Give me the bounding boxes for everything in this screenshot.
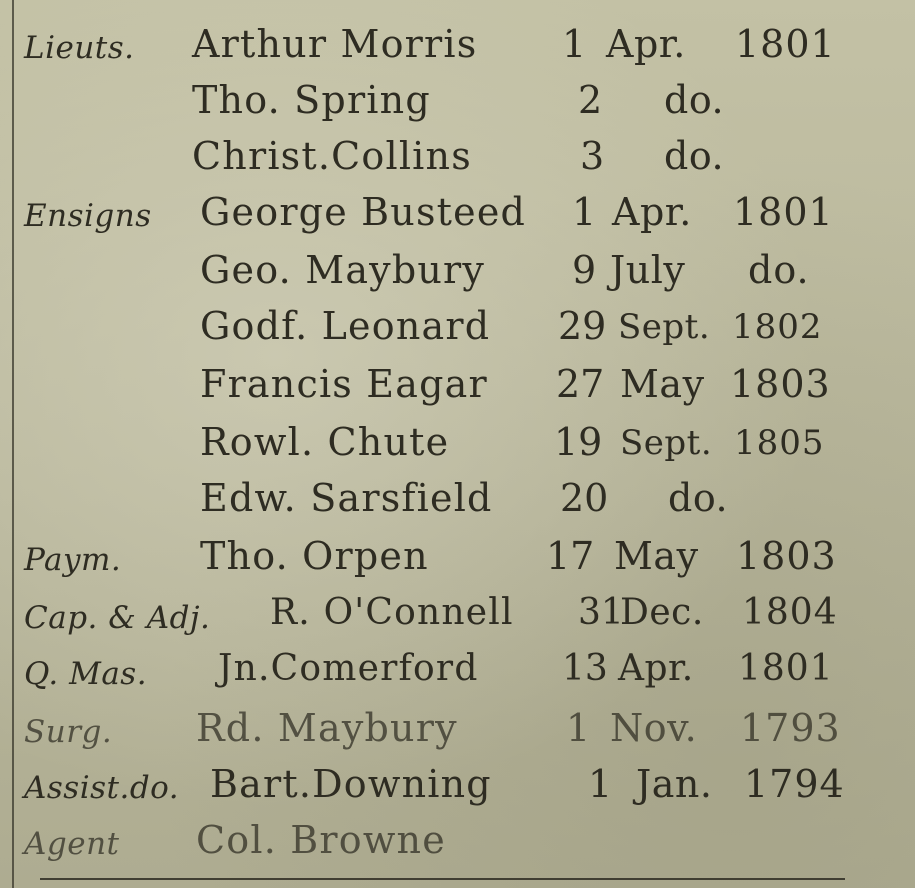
rank-label: Q. Mas. xyxy=(24,656,148,692)
commission-month: May xyxy=(614,534,699,578)
commission-year: 1801 xyxy=(733,190,834,234)
entry-row xyxy=(0,592,915,648)
commission-day: 1 xyxy=(572,190,597,234)
entry-row xyxy=(0,476,915,532)
commission-year: 1794 xyxy=(744,762,845,806)
rank-label: Surg. xyxy=(24,714,113,750)
commission-day: 29 xyxy=(558,304,607,348)
commission-year: 1801 xyxy=(738,648,834,689)
commission-month: Sept. xyxy=(620,423,713,463)
rank-label: Paym. xyxy=(24,542,122,578)
commission-day: 2 xyxy=(578,78,603,122)
officer-name: Tho. Orpen xyxy=(200,534,429,578)
entry-row xyxy=(0,818,915,874)
entry-row xyxy=(0,22,915,78)
commission-month: May xyxy=(620,362,705,406)
officer-name: Rowl. Chute xyxy=(200,420,450,464)
commission-day: 31 xyxy=(578,592,624,633)
commission-day: 27 xyxy=(556,362,605,406)
officer-name: Rd. Maybury xyxy=(196,706,458,750)
commission-year: 1802 xyxy=(732,307,823,347)
officer-name: Col. Browne xyxy=(196,818,446,862)
commission-day: 13 xyxy=(562,648,608,689)
commission-month: Apr. xyxy=(606,22,686,66)
commission-month: July xyxy=(610,248,686,292)
entry-row xyxy=(0,304,915,360)
entry-row xyxy=(0,248,915,304)
officer-name: Arthur Morris xyxy=(192,22,478,66)
officer-name: Godf. Leonard xyxy=(200,304,491,348)
officer-name: Francis Eagar xyxy=(200,362,488,406)
commission-month: Dec. xyxy=(620,592,704,633)
entry-row xyxy=(0,706,915,762)
officer-name: Geo. Maybury xyxy=(200,248,486,292)
commission-month: do. xyxy=(664,78,725,122)
officer-name: Tho. Spring xyxy=(192,78,431,122)
commission-day: 1 xyxy=(588,762,613,806)
bottom-rule xyxy=(40,878,845,880)
rank-label: Assist.do. xyxy=(24,770,180,806)
commission-year: 1803 xyxy=(736,534,837,578)
commission-month: Nov. xyxy=(610,706,698,750)
commission-day: 20 xyxy=(560,476,609,520)
rank-label: Cap. & Adj. xyxy=(24,600,211,636)
entry-row xyxy=(0,134,915,190)
commission-month: Apr. xyxy=(618,648,694,689)
entry-row xyxy=(0,78,915,134)
commission-year: 1805 xyxy=(734,423,825,463)
officer-name: Jn.Comerford xyxy=(218,648,479,689)
commission-month: Sept. xyxy=(618,307,711,347)
entry-row xyxy=(0,762,915,818)
entry-row xyxy=(0,648,915,704)
commission-day: 1 xyxy=(566,706,591,750)
entry-row xyxy=(0,420,915,476)
commission-month: Apr. xyxy=(612,190,692,234)
commission-year: 1803 xyxy=(730,362,831,406)
officer-name: Edw. Sarsfield xyxy=(200,476,493,520)
commission-year: 1793 xyxy=(740,706,841,750)
commission-day: 1 xyxy=(562,22,587,66)
officer-name: Christ.Collins xyxy=(192,134,472,178)
rank-label: Agent xyxy=(24,826,120,862)
rank-label: Lieuts. xyxy=(24,30,135,66)
officer-name: R. O'Connell xyxy=(270,592,514,633)
commission-month: do. xyxy=(664,134,725,178)
commission-day: 9 xyxy=(572,248,597,292)
commission-day: 17 xyxy=(546,534,595,578)
officer-name: George Busteed xyxy=(200,190,527,234)
commission-month: do. xyxy=(668,476,729,520)
commission-year: 1801 xyxy=(735,22,836,66)
entry-row xyxy=(0,534,915,590)
officer-name: Bart.Downing xyxy=(210,762,492,806)
commission-day: 19 xyxy=(554,420,603,464)
entry-row xyxy=(0,190,915,246)
commission-day: 3 xyxy=(580,134,605,178)
commission-year: do. xyxy=(748,248,810,292)
rank-label: Ensigns xyxy=(24,198,152,234)
commission-year: 1804 xyxy=(742,592,838,633)
entry-row xyxy=(0,362,915,418)
commission-month: Jan. xyxy=(636,762,713,806)
